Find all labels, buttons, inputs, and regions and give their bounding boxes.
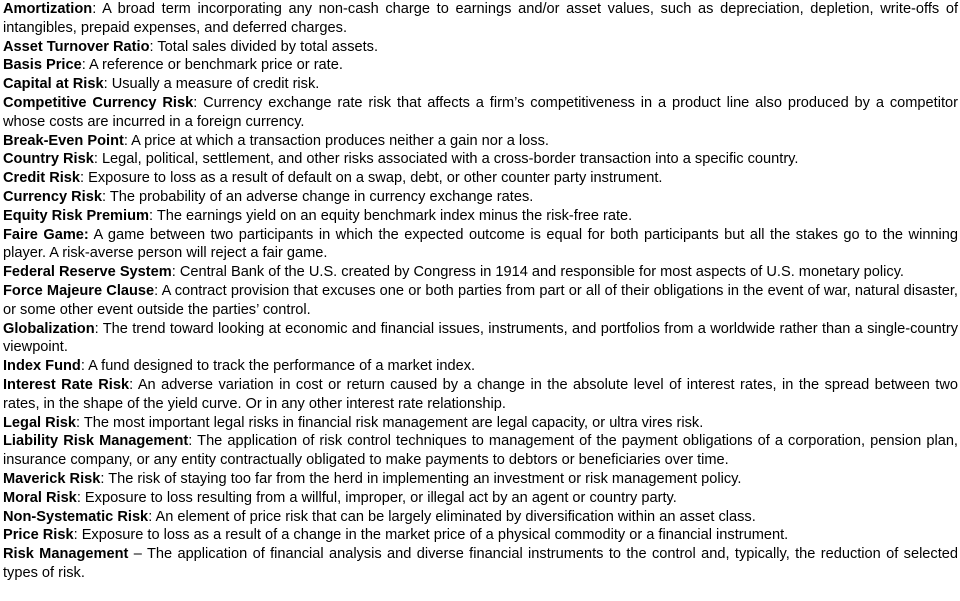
glossary-definition: A price at which a transaction produces neither a gain nor a loss. xyxy=(131,132,549,149)
glossary-term: Legal Risk xyxy=(3,414,76,431)
glossary-definition: The earnings yield on an equity benchmark index minus the risk-free rate. xyxy=(156,207,633,224)
glossary-entry xyxy=(3,38,958,57)
glossary-entry xyxy=(3,56,958,75)
glossary-entry xyxy=(3,489,958,508)
glossary-term: Liability Risk Management xyxy=(3,433,189,450)
glossary-separator: : xyxy=(188,433,198,450)
glossary-definition: The most important legal risks in financial risk management are legal capacity, or ultra vires risk. xyxy=(83,414,704,431)
glossary-separator: : xyxy=(76,414,84,431)
glossary-term: Non-Systematic Risk xyxy=(3,508,149,525)
glossary-entry xyxy=(3,263,958,282)
glossary-separator: : xyxy=(149,38,158,55)
glossary-separator: : xyxy=(123,132,132,149)
glossary-term: Globalization xyxy=(3,320,95,337)
glossary-separator: : xyxy=(92,1,103,17)
glossary-definition: Exposure to loss as a result of default on a swap, debt, or other counter party instrument. xyxy=(88,170,663,187)
glossary-entry xyxy=(3,75,958,94)
glossary-definition: A contract provision that excuses one or both parties from part or all of their obligations in the event of war, natural disaster, or some other event outside the parties’ control. xyxy=(3,282,958,318)
glossary-list xyxy=(3,0,958,583)
glossary-term: Basis Price xyxy=(3,57,82,74)
glossary-entry xyxy=(3,207,958,226)
glossary-separator: : xyxy=(148,207,157,224)
glossary-definition: A broad term incorporating any non-cash charge to earnings and/or asset values, such as depreciation, depletion, write-offs of intangibles, prepaid expenses, and deferred charges. xyxy=(3,1,958,36)
glossary-definition: The trend toward looking at economic and financial issues, instruments, and portfolios from a worldwide rather than a single-country viewpoint. xyxy=(3,320,958,356)
glossary-term: Force Majeure Clause xyxy=(3,282,155,299)
glossary-definition: The probability of an adverse change in currency exchange rates. xyxy=(109,188,534,205)
glossary-term: Asset Turnover Ratio xyxy=(3,38,150,55)
glossary-definition: The risk of staying too far from the herd in implementing an investment or risk management policy. xyxy=(108,470,742,487)
glossary-definition: Usually a measure of credit risk. xyxy=(111,76,320,93)
glossary-entry xyxy=(3,320,958,358)
glossary-term: Competitive Currency Risk xyxy=(3,94,194,111)
glossary-separator: : xyxy=(76,489,85,506)
glossary-entry xyxy=(3,150,958,169)
glossary-separator: : xyxy=(94,320,103,337)
glossary-entry xyxy=(3,432,958,470)
glossary-entry xyxy=(3,414,958,433)
glossary-term: Credit Risk xyxy=(3,170,81,187)
glossary-entry xyxy=(3,0,958,38)
glossary-term: Federal Reserve System xyxy=(3,264,172,281)
glossary-separator: : xyxy=(73,527,82,544)
glossary-separator: : xyxy=(101,188,110,205)
glossary-definition: Total sales divided by total assets. xyxy=(157,38,379,55)
glossary-separator: : xyxy=(129,376,138,393)
glossary-entry xyxy=(3,526,958,545)
glossary-entry xyxy=(3,508,958,527)
glossary-entry xyxy=(3,470,958,489)
glossary-term: Break-Even Point xyxy=(3,132,124,149)
glossary-entry xyxy=(3,545,958,583)
glossary-term: Index Fund xyxy=(3,358,81,375)
glossary-definition: A game between two participants in which the expected outcome is equal for both participants but all the stakes go to the winning player. A risk-averse person will reject a fair game. xyxy=(3,226,959,262)
glossary-definition: The application of financial analysis and diverse financial instruments to the control and, typically, the reduction of selected types of risk. xyxy=(3,546,959,581)
glossary-term: Price Risk xyxy=(3,527,74,544)
glossary-entry xyxy=(3,282,958,320)
glossary-separator: : xyxy=(171,264,180,281)
glossary-entry xyxy=(3,226,958,264)
glossary-definition: Exposure to loss resulting from a willful, improper, or illegal act by an agent or country party. xyxy=(84,489,677,506)
glossary-separator: : xyxy=(103,76,112,93)
glossary-separator: : xyxy=(81,57,90,74)
glossary-term: Capital at Risk xyxy=(3,76,104,93)
glossary-definition: An element of price risk that can be largely eliminated by diversification within an asset class. xyxy=(155,508,756,525)
glossary-definition: Currency exchange rate risk that affects a firm’s competitiveness in a product line also produced by a competitor whose costs are incurred in a foreign currency. xyxy=(3,94,958,130)
glossary-entry xyxy=(3,357,958,376)
glossary-entry xyxy=(3,376,958,414)
glossary-term: Equity Risk Premium xyxy=(3,207,149,224)
glossary-definition: A reference or benchmark price or rate. xyxy=(89,57,343,74)
glossary-separator: : xyxy=(154,282,162,299)
glossary-term: Country Risk xyxy=(3,151,94,168)
glossary-separator: : xyxy=(93,151,102,168)
glossary-separator: : xyxy=(80,170,89,187)
glossary-separator: : xyxy=(100,470,109,487)
glossary-definition: A fund designed to track the performance of a market index. xyxy=(88,358,476,375)
glossary-term: Risk Management xyxy=(3,546,129,563)
glossary-definition: Legal, political, settlement, and other risks associated with a cross-border transaction into a specific country. xyxy=(101,151,799,168)
glossary-term: Currency Risk xyxy=(3,188,102,205)
glossary-term: Interest Rate Risk xyxy=(3,376,130,393)
glossary-separator: : xyxy=(80,358,89,375)
glossary-entry xyxy=(3,132,958,151)
glossary-entry xyxy=(3,188,958,207)
glossary-term: Maverick Risk xyxy=(3,470,101,487)
glossary-term: Faire Game: xyxy=(3,226,89,243)
glossary-entry xyxy=(3,94,958,132)
glossary-separator: – xyxy=(128,546,147,563)
glossary-definition: Central Bank of the U.S. created by Congress in 1914 and responsible for most aspects of U.S. monetary policy. xyxy=(179,264,904,281)
glossary-term: Amortization xyxy=(3,1,93,17)
glossary-definition: Exposure to loss as a result of a change in the market price of a physical commodity or a financial instrument. xyxy=(81,527,789,544)
glossary-separator: : xyxy=(193,94,204,111)
glossary-definition: An adverse variation in cost or return caused by a change in the absolute level of interest rates, in the spread between two rates, in the shape of the yield curve. Or in any other interest rate relationship. xyxy=(3,376,958,412)
glossary-definition: The application of risk control techniques to management of the payment obligations of a corporation, pension plan, insurance company, or any entity contractually obligated to make payments to debtors or beneficiaries over time. xyxy=(3,433,958,469)
glossary-term: Moral Risk xyxy=(3,489,77,506)
glossary-entry xyxy=(3,169,958,188)
glossary-separator: : xyxy=(148,508,156,525)
